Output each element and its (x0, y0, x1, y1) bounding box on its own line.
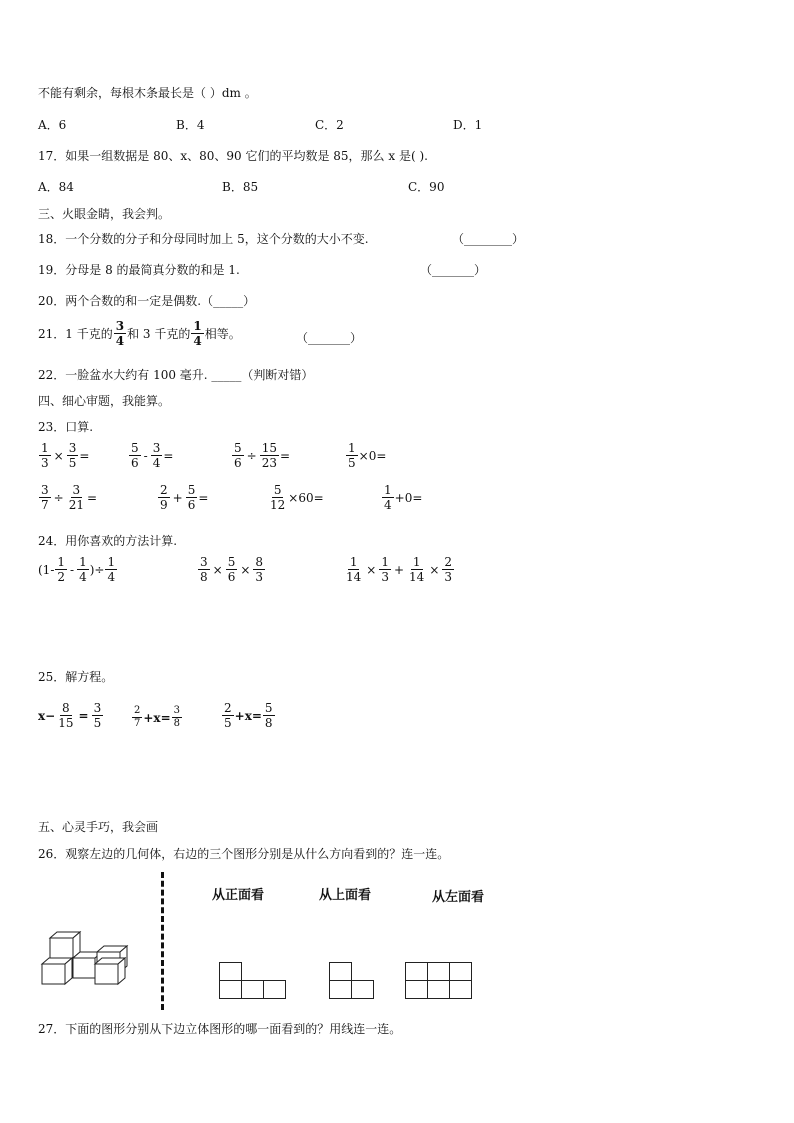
q23-item-7: $\frac{5}{12}$ ×60= (270, 483, 324, 512)
section-3-heading: 三、火眼金睛，我会判。 (38, 207, 171, 221)
view-shape-1 (219, 962, 287, 1000)
q27-title: 27．下面的图形分别从下边立体图形的哪一面看到的？用线连一连。 (38, 1022, 402, 1036)
label-left-view: 从左面看 (432, 890, 485, 905)
dashed-divider (161, 872, 164, 1010)
q21-fraction-2: $\frac{1}{4}$ (193, 319, 202, 348)
q23-item-1: $\frac{1}{3}$ × $\frac{3}{5}$ = (41, 441, 90, 470)
q16-option-b: B．4 (176, 118, 205, 132)
q21-pre: 21．1 千克的 (38, 327, 113, 341)
q16-text: 不能有剩余，每根木条最长是（ ）dm 。 (38, 86, 257, 100)
q24-title: 24．用你喜欢的方法计算. (38, 534, 178, 548)
q22-text: 22．一脸盆水大约有 100 毫升. _____（判断对错） (38, 368, 314, 382)
q16-option-a: A．6 (38, 118, 67, 132)
q21 (38, 320, 241, 347)
q16-option-d: D．1 (453, 118, 483, 132)
q17-option-b: B．85 (222, 180, 259, 194)
q25-equation-3: $\frac{2}{5}$ +x= $\frac{5}{8}$ (224, 701, 273, 730)
section-5-heading: 五、心灵手巧，我会画 (38, 820, 159, 834)
q17-option-a: A．84 (38, 180, 74, 194)
q17-option-c: C．90 (408, 180, 445, 194)
q23-item-2: $\frac{5}{6}$ - $\frac{3}{4}$ = (131, 441, 174, 470)
q23-item-3: $\frac{5}{6}$ ÷ $\frac{15}{23}$ = (234, 441, 291, 470)
section-4-heading: 四、细心审题，我能算。 (38, 394, 171, 408)
q26-title: 26．观察左边的几何体，右边的三个图形分别是从什么方向看到的？连一连。 (38, 847, 450, 861)
q19-text: 19．分母是 8 的最简真分数的和是 1. (38, 263, 240, 277)
q24-expr-2: $\frac{3}{8}$ × $\frac{5}{6}$ × $\frac{8}{3}$ (200, 555, 264, 584)
q23-item-8: $\frac{1}{4}$ +0= (384, 483, 423, 512)
view-shape-2 (329, 962, 375, 1000)
label-top-view: 从上面看 (319, 888, 372, 903)
label-front-view: 从正面看 (212, 888, 265, 903)
q21-fraction-1: $\frac{3}{4}$ (115, 319, 125, 348)
q18-answer-paren: （________） (452, 232, 525, 246)
q25-equation-2: $\frac{2}{7}$ +x= $\frac{3}{8}$ (134, 705, 181, 729)
q25-equation-1: x− $\frac{8}{15}$ = $\frac{3}{5}$ (38, 701, 102, 730)
q20-text: 20．两个合数的和一定是偶数.（_____） (38, 294, 256, 308)
q18-text: 18．一个分数的分子和分母同时加上 5，这个分数的大小不变. (38, 232, 369, 246)
q23-item-4: $\frac{1}{5}$ ×0= (348, 441, 387, 470)
q21-answer-paren: （_______） (296, 331, 363, 345)
q21-post: 相等。 (204, 327, 241, 341)
view-shape-3 (405, 962, 473, 1000)
q21-mid: 和 3 千克的 (127, 327, 191, 341)
cube-stack-figure (40, 928, 140, 986)
q16-option-c: C．2 (315, 118, 344, 132)
q17-text: 17．如果一组数据是 80、x、80、90 它们的平均数是 85，那么 x 是( ). (38, 149, 428, 163)
q23-item-6: $\frac{2}{9}$ + $\frac{5}{6}$ = (160, 483, 209, 512)
q24-expr-1: (1- $\frac{1}{2}$ - $\frac{1}{4}$ )÷ $\frac{1}{4}$ (38, 555, 116, 584)
q25-title: 25．解方程。 (38, 670, 114, 684)
q24-expr-3: $\frac{1}{14}$ × $\frac{1}{3}$ + $\frac{1}{14}$ × $\frac{2}{3}$ (346, 555, 453, 584)
q23-title: 23．口算. (38, 420, 94, 434)
q23-item-5: $\frac{3}{7}$ ÷ $\frac{3}{21}$ = (41, 483, 98, 512)
q19-answer-paren: （_______） (420, 263, 487, 277)
